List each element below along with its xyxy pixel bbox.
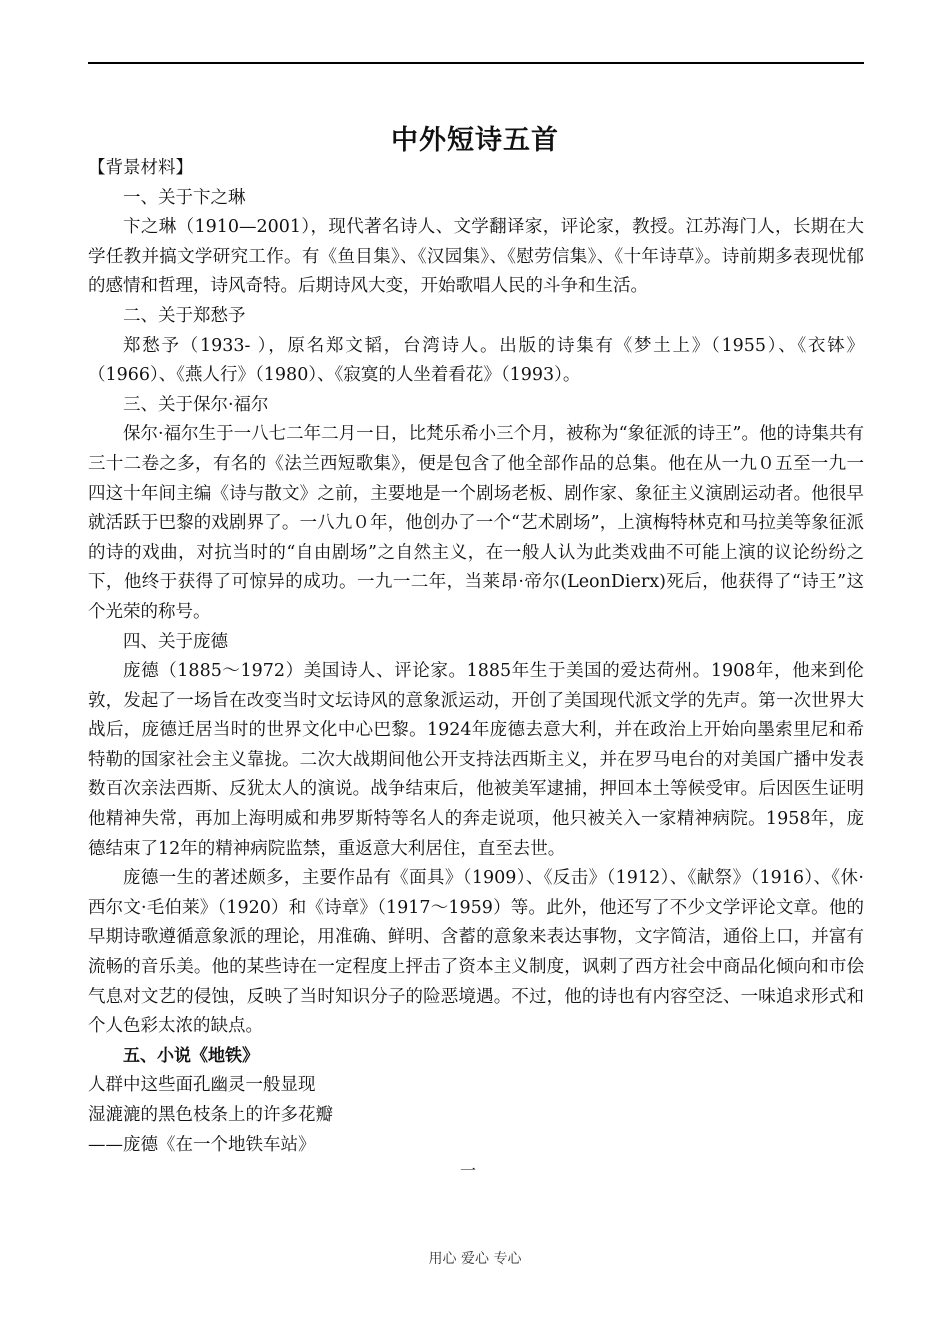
verse-source: ——庞德《在一个地铁车站》 (88, 1134, 316, 1155)
section-4-text-1: 庞德（1885～1972）美国诗人、评论家。1885年生于美国的爱达荷州。1908年，他来到伦敦，发起了一场旨在改变当时文坛诗风的意象派运动，开创了美国现代派文学的先声。第一次世界大战后，庞德迁居当时的世界文化中心巴黎。1924年庞德去意大利，并在政治上开始向墨索里尼和希特勒的国家社会主义靠拢。二次大战期间他公开支持法西斯主义，并在罗马电台的对美国广播中发表数百次亲法西斯、反犹太人的演说。战争结束后，他被美军逮捕，押回本土等候受审。后因医生证明他精神失常，再加上海明威和弗罗斯特等名人的奔走说项，他只被关入一家精神病院。1958年，庞德结束了12年的精神病院监禁，重返意大利居住，直至去世。 (88, 661, 864, 859)
section-2-heading: 二、关于郑愁予 (123, 305, 246, 326)
section-1-heading: 一、关于卞之琳 (123, 187, 246, 208)
section-5-heading: 五、小说《地铁》 (123, 1045, 259, 1066)
section-4-heading: 四、关于庞德 (123, 631, 228, 652)
verse-line-1: 人群中这些面孔幽灵一般显现 (88, 1075, 316, 1096)
section-1-text: 卞之琳（1910—2001），现代著名诗人、文学翻译家，评论家，教授。江苏海门人，长期在大学任教并搞文学研究工作。有《鱼目集》、《汉园集》、《慰劳信集》、《十年诗草》。诗前期多表现忧郁的感情和哲理，诗风奇特。后期诗风大变，开始歌唱人民的斗争和生活。 (88, 217, 864, 297)
section-3-heading: 三、关于保尔·福尔 (123, 394, 269, 415)
document-body (88, 154, 864, 1160)
section-4-text-2: 庞德一生的著述颇多，主要作品有《面具》（1909）、《反击》（1912）、《献祭》（1916）、《休·西尔文·毛伯莱》（1920）和《诗章》（1917～1959）等。此外，他还写了不少文学评论文章。他的早期诗歌遵循意象派的理论，用准确、鲜明、含蓄的意象来表达事物，文字简洁，通俗上口，并富有流畅的音乐美。他的某些诗在一定程度上抨击了资本主义制度，讽刺了西方社会中商品化倾向和市侩气息对文艺的侵蚀，反映了当时知识分子的险恶境遇。不过，他的诗也有内容空泛、一味追求形式和个人色彩太浓的缺点。 (88, 868, 864, 1037)
background-label: 【背景材料】 (88, 158, 193, 178)
part-marker: 一 (460, 1161, 477, 1180)
section-2-text: 郑愁予（1933- ），原名郑文韬，台湾诗人。出版的诗集有《梦土上》（1955）、《衣钵》（1966）、《燕人行》（1980）、《寂寞的人坐着看花》（1993）。 (88, 335, 864, 386)
header-rule (88, 62, 864, 64)
page-title: 中外短诗五首 (391, 125, 559, 156)
section-3-text: 保尔·福尔生于一八七二年二月一日，比梵乐希小三个月，被称为“象征派的诗王”。他的诗集共有三十二卷之多，有名的《法兰西短歌集》，便是包含了他全部作品的总集。他在从一九０五至一九一四这十年间主编《诗与散文》之前，主要地是一个剧场老板、剧作家、象征主义演剧运动者。他很早就活跃于巴黎的戏剧界了。一八九０年，他创办了一个“艺术剧场”，上演梅特林克和马拉美等象征派的诗的戏曲，对抗当时的“自由剧场”之自然主义，在一般人认为此类戏曲不可能上演的议论纷纷之下，他终于获得了可惊异的成功。一九一二年，当莱昂·帝尔(LeonDierx)死后，他获得了“诗王”这个光荣的称号。 (88, 424, 864, 622)
page-footer: 用心 爱心 专心 (428, 1251, 522, 1267)
verse-line-2: 湿漉漉的黑色枝条上的许多花瓣 (88, 1105, 333, 1125)
